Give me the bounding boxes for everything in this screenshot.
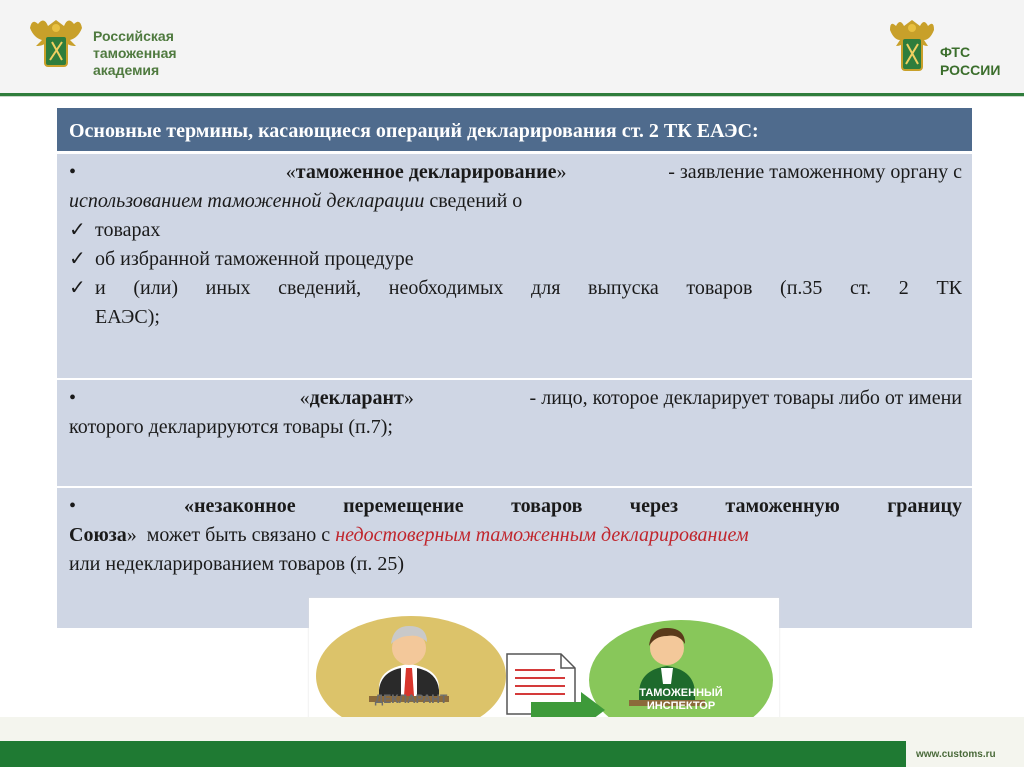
row2-definition-part2: которого декларируются товары (п.7); (69, 416, 393, 438)
check-icon: ✓ (69, 277, 86, 299)
row2-first-line (69, 384, 962, 413)
academy-line-1: Российская (93, 28, 174, 44)
quote-close: » (126, 524, 137, 546)
fts-name (940, 43, 1000, 79)
row1-first-line (69, 158, 962, 187)
row1-term-group (286, 158, 567, 187)
bullet: • (69, 387, 77, 409)
academy-line-2: таможенная (93, 45, 177, 61)
row1-check-item-2 (69, 245, 962, 274)
academy-line-3: академия (93, 62, 160, 78)
row2-term-group (300, 384, 414, 413)
row3-term-line2: Союза (69, 524, 127, 546)
check-icon: ✓ (69, 248, 86, 270)
inspector-label-line1: ТАМОЖЕННЫЙ (639, 687, 723, 699)
check-item-text: товарах (95, 219, 161, 241)
check-icon: ✓ (69, 219, 86, 241)
row1-definition-part2: сведений о (424, 190, 523, 212)
terms-table (57, 108, 972, 628)
table-row-declarant (57, 380, 972, 488)
row3-second-line (69, 521, 962, 550)
footer-green-band (0, 741, 906, 767)
row1-term: таможенное декларирование (295, 161, 557, 183)
academy-name (93, 28, 177, 79)
quote-close: » (403, 387, 414, 409)
row3-term-line1: «незаконное перемещение товаров через таможенную границу (184, 495, 962, 517)
row1-second-line (69, 187, 962, 216)
row2-term: декларант (309, 387, 404, 409)
row1-check-item-3-cont (69, 303, 962, 332)
academy-emblem-icon (28, 16, 84, 78)
quote-close: » (556, 161, 567, 183)
table-title: Основные термины, касающиеся операций декларирования ст. 2 ТК ЕАЭС: (57, 108, 972, 154)
check-item-text: ЕАЭС); (95, 306, 160, 328)
fts-line-2: РОССИИ (940, 62, 1001, 78)
table-row-customs-declaration (57, 154, 972, 380)
inspector-label-line2: ИНСПЕКТОР (646, 700, 716, 712)
bullet: • (69, 161, 77, 183)
fts-line-1: ФТС (940, 44, 971, 60)
row3-first-line (69, 492, 962, 521)
row3-definition-red: недостоверным таможенным декларированием (335, 524, 749, 546)
row1-definition-part1: - заявление таможенному органу с (668, 161, 962, 183)
footer-url: www.customs.ru (916, 749, 996, 760)
check-item-text: и (или) иных сведений, необходимых для выпуска товаров (п.35 ст. 2 ТК (95, 277, 962, 299)
check-item-text: об избранной таможенной процедуре (95, 248, 414, 270)
header-divider-thin (0, 96, 1024, 97)
row1-definition-italic: использованием таможенной декларации (69, 190, 425, 212)
row3-definition-part1: может быть связано с (136, 524, 336, 546)
row2-definition-part1: - лицо, которое декларирует товары либо от имени (529, 387, 962, 409)
fts-emblem-icon (888, 14, 936, 80)
row1-check-item-3 (69, 274, 962, 303)
row3-definition-part2: или недекларированием товаров (п. 25) (69, 553, 405, 575)
quote-open: « (299, 387, 310, 409)
quote-open: « (285, 161, 296, 183)
declarant-label: ДЕКЛАРАНТ (374, 692, 448, 706)
bullet: • (69, 495, 77, 517)
row1-check-item-1 (69, 216, 962, 245)
